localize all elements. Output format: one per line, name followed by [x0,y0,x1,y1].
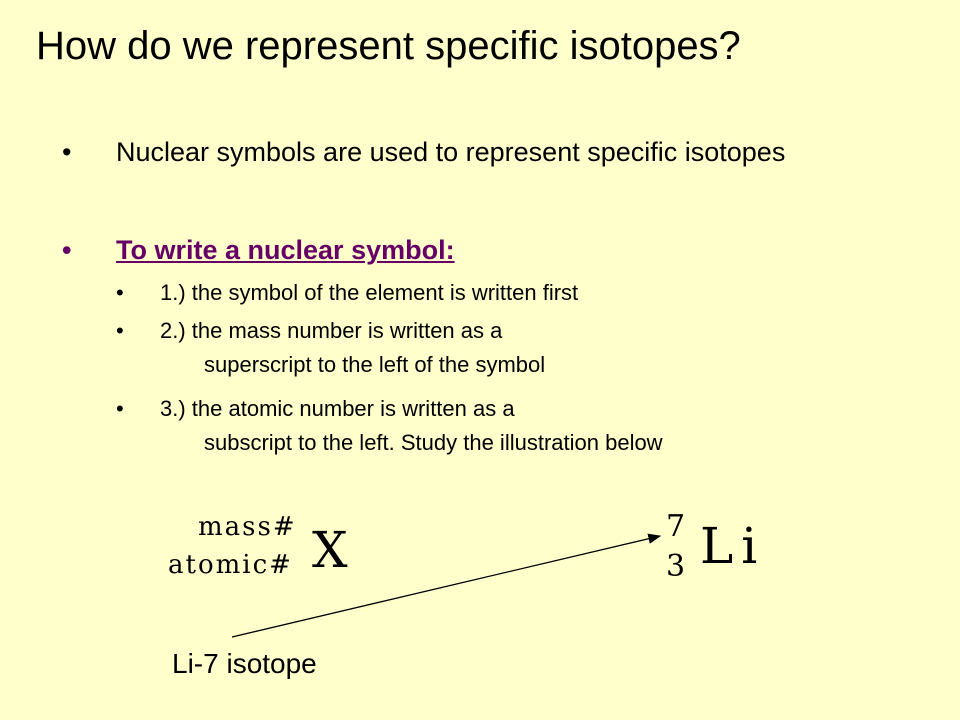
bullet-dot: • [116,396,124,421]
bullet-dot: • [62,235,72,265]
bullet-heading: To write a nuclear symbol: [116,235,455,265]
example-mass-number: 7 [666,509,686,544]
slide-title: How do we represent specific isotopes? [36,24,741,68]
step-text: 1.) the symbol of the element is written first [160,280,579,305]
generic-atomic-number: atomic# [168,550,293,580]
example-element-symbol: Li [700,517,766,575]
step-text: 3.) the atomic number is written as a [160,396,515,421]
bullet-dot: • [62,137,72,167]
step-text-continued: subscript to the left. Study the illustration below [204,430,663,455]
bullet-text: Nuclear symbols are used to represent specific isotopes [116,137,786,167]
step-text: 2.) the mass number is written as a [160,318,503,343]
example-atomic-number: 3 [666,549,686,584]
bullet-dot: • [116,280,124,305]
generic-mass-number: mass# [198,512,297,542]
step-text-continued: superscript to the left of the symbol [204,352,546,377]
isotope-caption: Li-7 isotope [172,648,317,679]
bullet-dot: • [116,318,124,343]
generic-element-symbol: X [312,521,348,579]
